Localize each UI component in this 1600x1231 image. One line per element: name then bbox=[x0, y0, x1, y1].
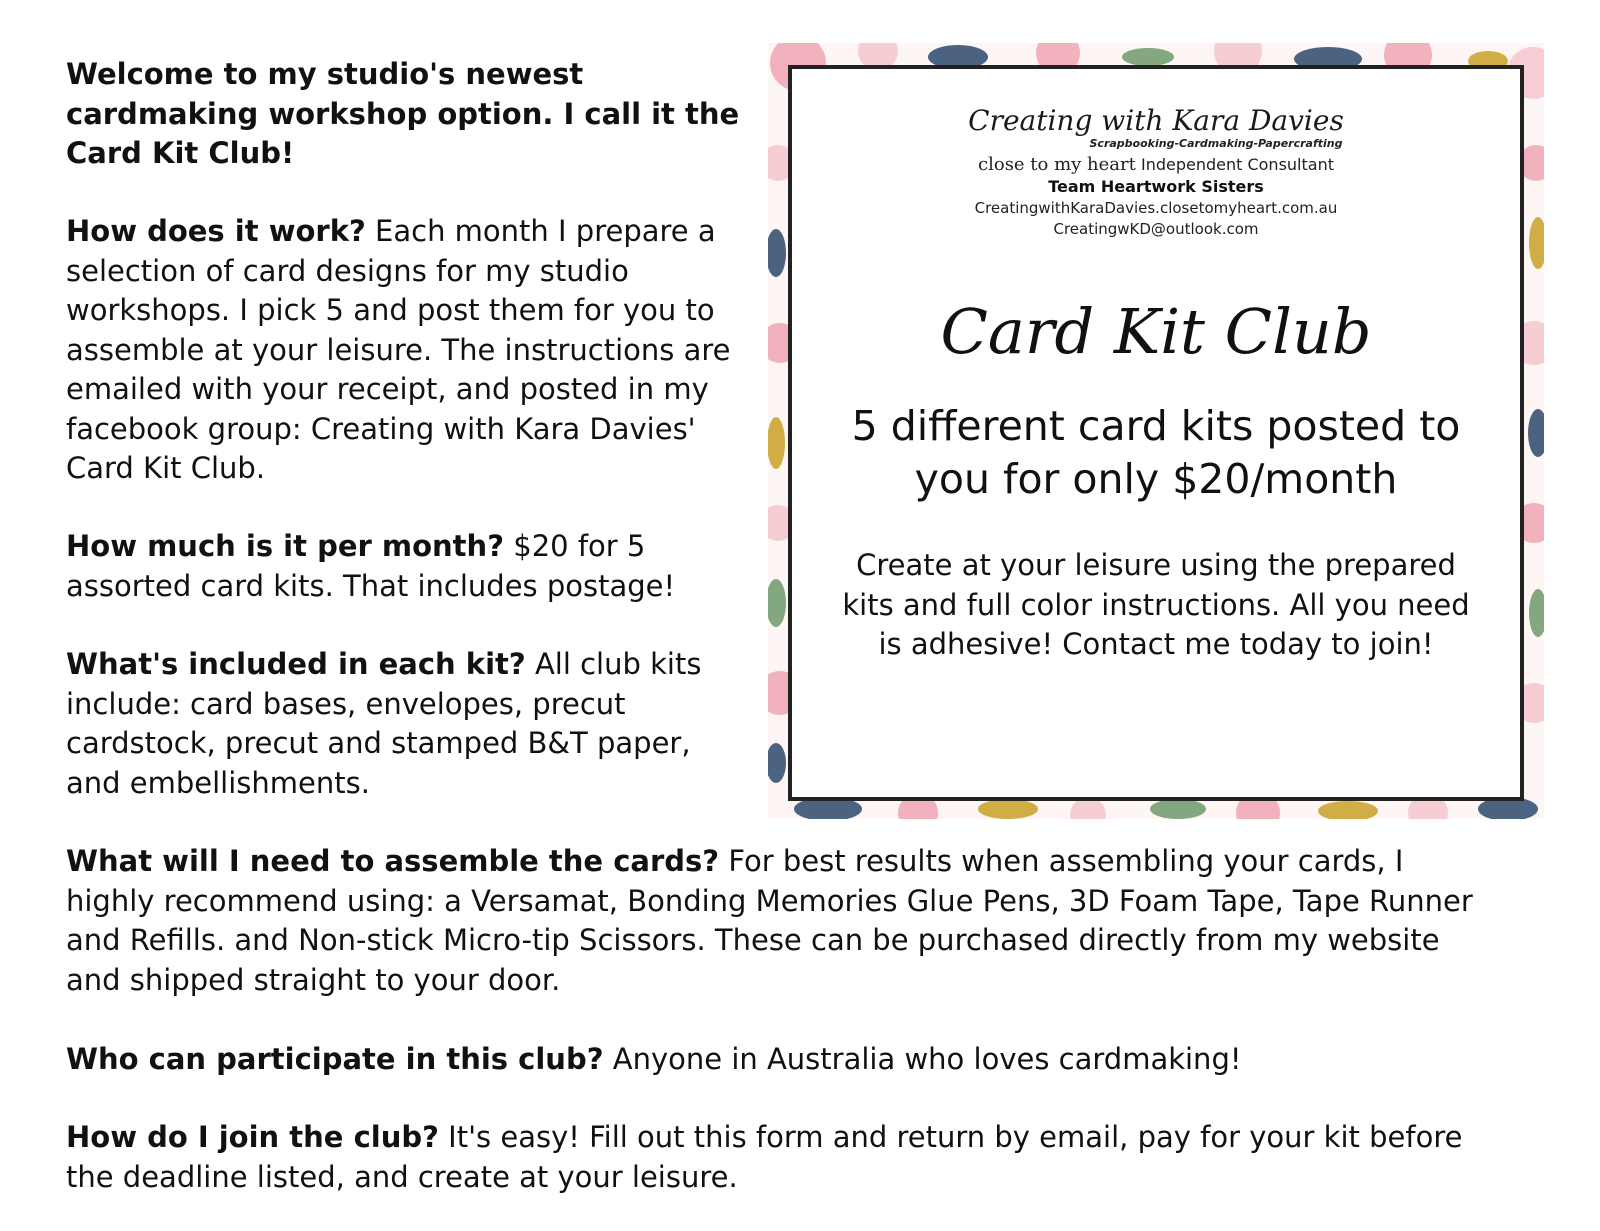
offer-text: 5 different card kits posted to you for only $20/month bbox=[851, 402, 1461, 503]
faq-question: What's included in each kit? bbox=[66, 647, 526, 681]
faq-tools-needed bbox=[66, 842, 1486, 1000]
faq-answer: It's easy! Fill out this form and return by email, pay for your kit before the deadline listed, and create at your leisure. bbox=[66, 1120, 1463, 1194]
faq-question: What will I need to assemble the cards? bbox=[66, 844, 720, 878]
flyer-card bbox=[788, 65, 1524, 801]
consultant-title: Independent Consultant bbox=[1140, 155, 1334, 174]
faq-question: How does it work? bbox=[66, 214, 366, 248]
club-title: Card Kit Club bbox=[940, 295, 1372, 368]
brand-name: Creating with Kara Davies bbox=[968, 104, 1344, 137]
details-text: Create at your leisure using the prepared kits and full color instructions. All you need is adhesive! Contact me today to join! bbox=[842, 548, 1470, 661]
website-link[interactable]: CreatingwithKaraDavies.closetomyheart.com.au bbox=[974, 199, 1338, 217]
faq-answer: For best results when assembling your cards, I highly recommend using: a Versamat, Bonding Memories Glue Pens, 3D Foam Tape, Tape Runner and Refills. and Non-stick Micro-tip Scissors. These can be purchased directly from my website and shipped straight to your door. bbox=[66, 844, 1473, 997]
faq-question: How do I join the club? bbox=[66, 1120, 439, 1154]
faq-question: How much is it per month? bbox=[66, 529, 505, 563]
consultant-line bbox=[792, 154, 1520, 176]
faq-how-to-join bbox=[66, 1118, 1486, 1197]
card-kit-club-flyer bbox=[768, 43, 1544, 819]
team-name: Team Heartwork Sisters bbox=[1048, 177, 1264, 196]
ctmh-logo: close to my heart bbox=[978, 154, 1136, 175]
faq-answer: $20 for 5 assorted card kits. That includes postage! bbox=[66, 529, 676, 603]
email-link[interactable]: CreatingwKD@outlook.com bbox=[1053, 220, 1259, 238]
faq-answer: Each month I prepare a selection of card designs for my studio workshops. I pick 5 and post them for you to assemble at your leisure. The instructions are emailed with your receipt, and posted in my facebook group: Creating with Kara Davies' Card Kit Club. bbox=[66, 214, 731, 485]
faq-answer: All club kits include: card bases, envelopes, precut cardstock, precut and stamped B&T paper, and embellishments. bbox=[66, 647, 702, 800]
faq-eligibility bbox=[66, 1040, 1486, 1080]
welcome-heading: Welcome to my studio's newest cardmaking workshop option. I call it the Card Kit Club! bbox=[66, 57, 740, 170]
faq-question: Who can participate in this club? bbox=[66, 1042, 604, 1076]
faq-answer: Anyone in Australia who loves cardmaking! bbox=[612, 1042, 1242, 1076]
faq-kit-contents bbox=[66, 645, 746, 803]
faq-price bbox=[66, 527, 746, 606]
faq-how-it-works bbox=[66, 212, 746, 489]
brand-tagline: Scrapbooking-Cardmaking-Papercrafting bbox=[1089, 137, 1343, 150]
